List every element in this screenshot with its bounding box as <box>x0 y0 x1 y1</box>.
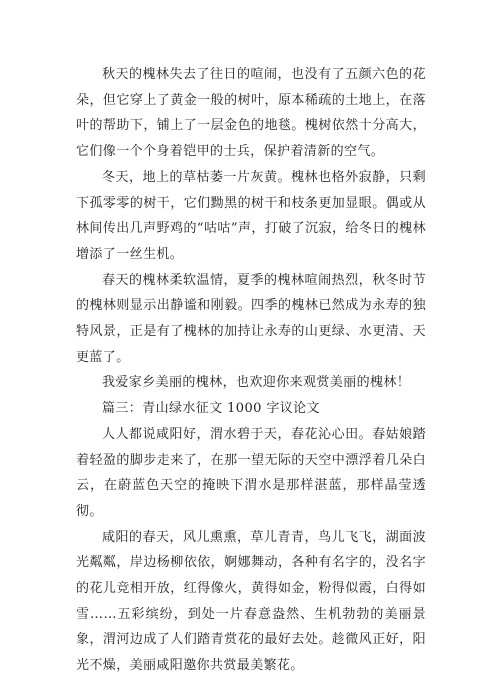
paragraph-winter: 冬天，地上的草枯萎一片灰黄。槐林也格外寂静，只剩下孤零零的树干，它们黝黑的树干和枝条更加显眼。偶或从林间传出几声野鸡的“咕咕”声，打破了沉寂，给冬日的槐林增添了一丝生机。 <box>76 169 426 262</box>
paragraph-xianyang-intro: 人人都说咸阳好，渭水碧于天，春花沁心田。春姑娘踏着轻盈的脚步走来了，在那一望无际的天空中漂浮着几朵白云，在蔚蓝色天空的掩映下渭水是那样湛蓝，那样晶莹透彻。 <box>76 426 426 519</box>
section-heading: 篇三：青山绿水征文 1000 字议论文 <box>102 401 320 417</box>
document-body <box>76 62 426 679</box>
paragraph-autumn: 秋天的槐林失去了往日的喧闹，也没有了五颜六色的花朵，但它穿上了黄金一般的树叶，原本稀疏的土地上，在落叶的帮助下，铺上了一层金色的地毯。槐树依然十分高大，它们像一个个身着铠甲的士兵，保护着清新的空气。 <box>76 67 426 160</box>
paragraph-seasons: 春天的槐林柔软温情，夏季的槐林喧闹热烈，秋冬时节的槐林则显示出静谧和刚毅。四季的槐林已然成为永寿的独特风景，正是有了槐林的加持让永寿的山更绿、水更清、天更蓝了。 <box>76 272 426 365</box>
paragraph-xianyang-spring: 咸阳的春天，风儿熏熏，草儿青青，鸟儿飞飞，湖面波光粼粼，岸边杨柳依依，婀娜舞动，各种有名字的，没名字的花儿竞相开放，红得像火，黄得如金，粉得似霞，白得如雪……五彩缤纷，到处一片春意盎然、生机勃勃的美丽景象，渭河边成了人们踏青赏花的最好去处。趁微风正好，阳光不燥，美丽咸阳邀你共赏最美繁花。 <box>76 529 426 674</box>
paragraph-closing: 我爱家乡美丽的槐林，也欢迎你来观赏美丽的槐林！ <box>102 375 411 391</box>
